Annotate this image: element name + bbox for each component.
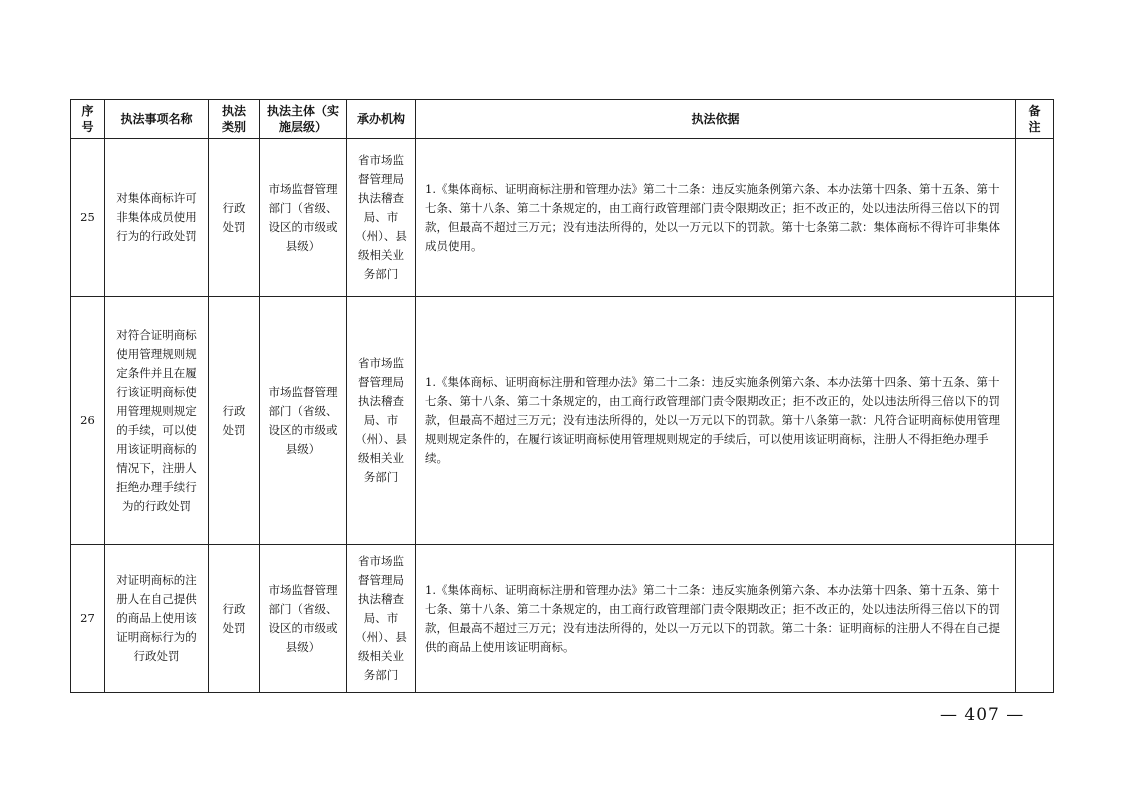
header-remark: 备注 [1016, 100, 1054, 139]
table-row [71, 139, 1054, 297]
row-seq: 25 [71, 139, 105, 297]
row-category: 行政处罚 [209, 545, 260, 693]
header-category: 执法类别 [209, 100, 260, 139]
row-agency: 省市场监督管理局执法稽查局、市（州）、县级相关业务部门 [347, 297, 416, 545]
row-remark [1016, 297, 1054, 545]
row-item-name: 对符合证明商标使用管理规则规定条件并且在履行该证明商标使用管理规则规定的手续，可以使用该证明商标的情况下，注册人拒绝办理手续行为的行政处罚 [105, 297, 209, 545]
table-row [71, 297, 1054, 545]
row-subject: 市场监督管理部门（省级、设区的市级或县级） [260, 297, 347, 545]
row-basis: 1.《集体商标、证明商标注册和管理办法》第二十二条：违反实施条例第六条、本办法第十四条、第十五条、第十七条、第十八条、第二十条规定的，由工商行政管理部门责令限期改正；拒不改正的，处以违法所得三倍以下的罚款，但最高不超过三万元；没有违法所得的，处以一万元以下的罚款。第十八条第一款：凡符合证明商标使用管理规则规定条件的，在履行该证明商标使用管理规则规定的手续后，可以使用该证明商标，注册人不得拒绝办理手续。 [416, 297, 1016, 545]
row-category: 行政处罚 [209, 139, 260, 297]
row-agency: 省市场监督管理局执法稽查局、市（州）、县级相关业务部门 [347, 139, 416, 297]
row-remark [1016, 545, 1054, 693]
row-agency: 省市场监督管理局执法稽查局、市（州）、县级相关业务部门 [347, 545, 416, 693]
header-seq: 序号 [71, 100, 105, 139]
table-row [71, 545, 1054, 693]
header-name: 执法事项名称 [105, 100, 209, 139]
header-basis: 执法依据 [416, 100, 1016, 139]
row-item-name: 对证明商标的注册人在自己提供的商品上使用该证明商标行为的行政处罚 [105, 545, 209, 693]
row-basis: 1.《集体商标、证明商标注册和管理办法》第二十二条：违反实施条例第六条、本办法第十四条、第十五条、第十七条、第十八条、第二十条规定的，由工商行政管理部门责令限期改正；拒不改正的，处以违法所得三倍以下的罚款，但最高不超过三万元；没有违法所得的，处以一万元以下的罚款。第二十条：证明商标的注册人不得在自己提供的商品上使用该证明商标。 [416, 545, 1016, 693]
row-basis: 1.《集体商标、证明商标注册和管理办法》第二十二条：违反实施条例第六条、本办法第十四条、第十五条、第十七条、第十八条、第二十条规定的，由工商行政管理部门责令限期改正；拒不改正的，处以违法所得三倍以下的罚款，但最高不超过三万元；没有违法所得的，处以一万元以下的罚款。第十七条第二款：集体商标不得许可非集体成员使用。 [416, 139, 1016, 297]
row-remark [1016, 139, 1054, 297]
row-category: 行政处罚 [209, 297, 260, 545]
row-item-name: 对集体商标许可非集体成员使用行为的行政处罚 [105, 139, 209, 297]
row-subject: 市场监督管理部门（省级、设区的市级或县级） [260, 139, 347, 297]
page-number: — 407 — [940, 705, 1025, 725]
law-enforcement-table [70, 99, 1054, 693]
row-seq: 26 [71, 297, 105, 545]
row-seq: 27 [71, 545, 105, 693]
table-header-row [71, 100, 1054, 139]
header-agency: 承办机构 [347, 100, 416, 139]
header-subject: 执法主体（实施层级） [260, 100, 347, 139]
row-subject: 市场监督管理部门（省级、设区的市级或县级） [260, 545, 347, 693]
